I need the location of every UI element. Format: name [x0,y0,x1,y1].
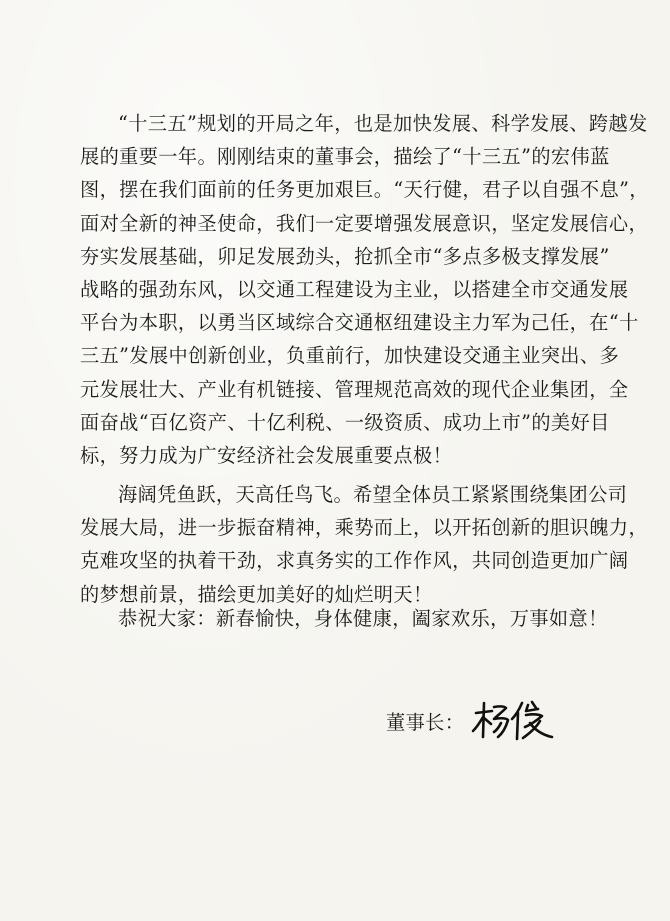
text-line: 海阔凭鱼跃，天高任鸟飞。希望全体员工紧紧围绕集团公司 [118,483,628,506]
text-line: 三五”发展中创新创业，负重前行，加快建设交通主业突出、多 [80,344,620,368]
paragraph-3 [80,602,608,635]
text-line: 元发展壮大、产业有机链接、管理规范高效的现代企业集团，全 [80,377,629,401]
text-line: 克难攻坚的执着干劲，求真务实的工作作风，共同创造更加广阔 [80,549,629,573]
text-line: 平台为本职，以勇当区域综合交通枢纽建设主力军为己任，在“十 [80,311,639,335]
text-line: 标，努力成为广安经济社会发展重要点极！ [80,443,453,467]
paragraph-1 [80,107,649,472]
text-line: 发展大局，进一步振奋精神，乘势而上，以开拓创新的胆识魄力， [80,516,649,540]
text-line: “十三五”规划的开局之年，也是加快发展、科学发展、跨越发 [118,112,648,135]
signature-block [386,697,556,745]
text-line: 面奋战“百亿资产、十亿利税、一级资质、成功上市”的美好目 [80,410,610,434]
text-line: 战略的强劲东风，以交通工程建设为主业，以搭建全市交通发展 [80,277,629,301]
text-line: 图，摆在我们面前的任务更加艰巨。“天行健，君子以自强不息”， [80,178,649,202]
text-line: 展的重要一年。刚刚结束的董事会，描绘了“十三五”的宏伟蓝 [80,145,610,169]
signature-label: 董事长： [386,710,465,734]
text-line: 恭祝大家：新春愉快，身体健康，阖家欢乐，万事如意！ [118,607,608,630]
paragraph-2 [80,478,649,611]
text-line: 夯实发展基础，卯足发展劲头，抢抓全市“多点多极支撑发展” [80,244,610,268]
text-line: 面对全新的神圣使命，我们一定要增强发展意识，坚定发展信心， [80,211,649,235]
handwritten-signature [470,697,556,745]
text-line: 的梦想前景，描绘更加美好的灿烂明天！ [80,582,433,606]
